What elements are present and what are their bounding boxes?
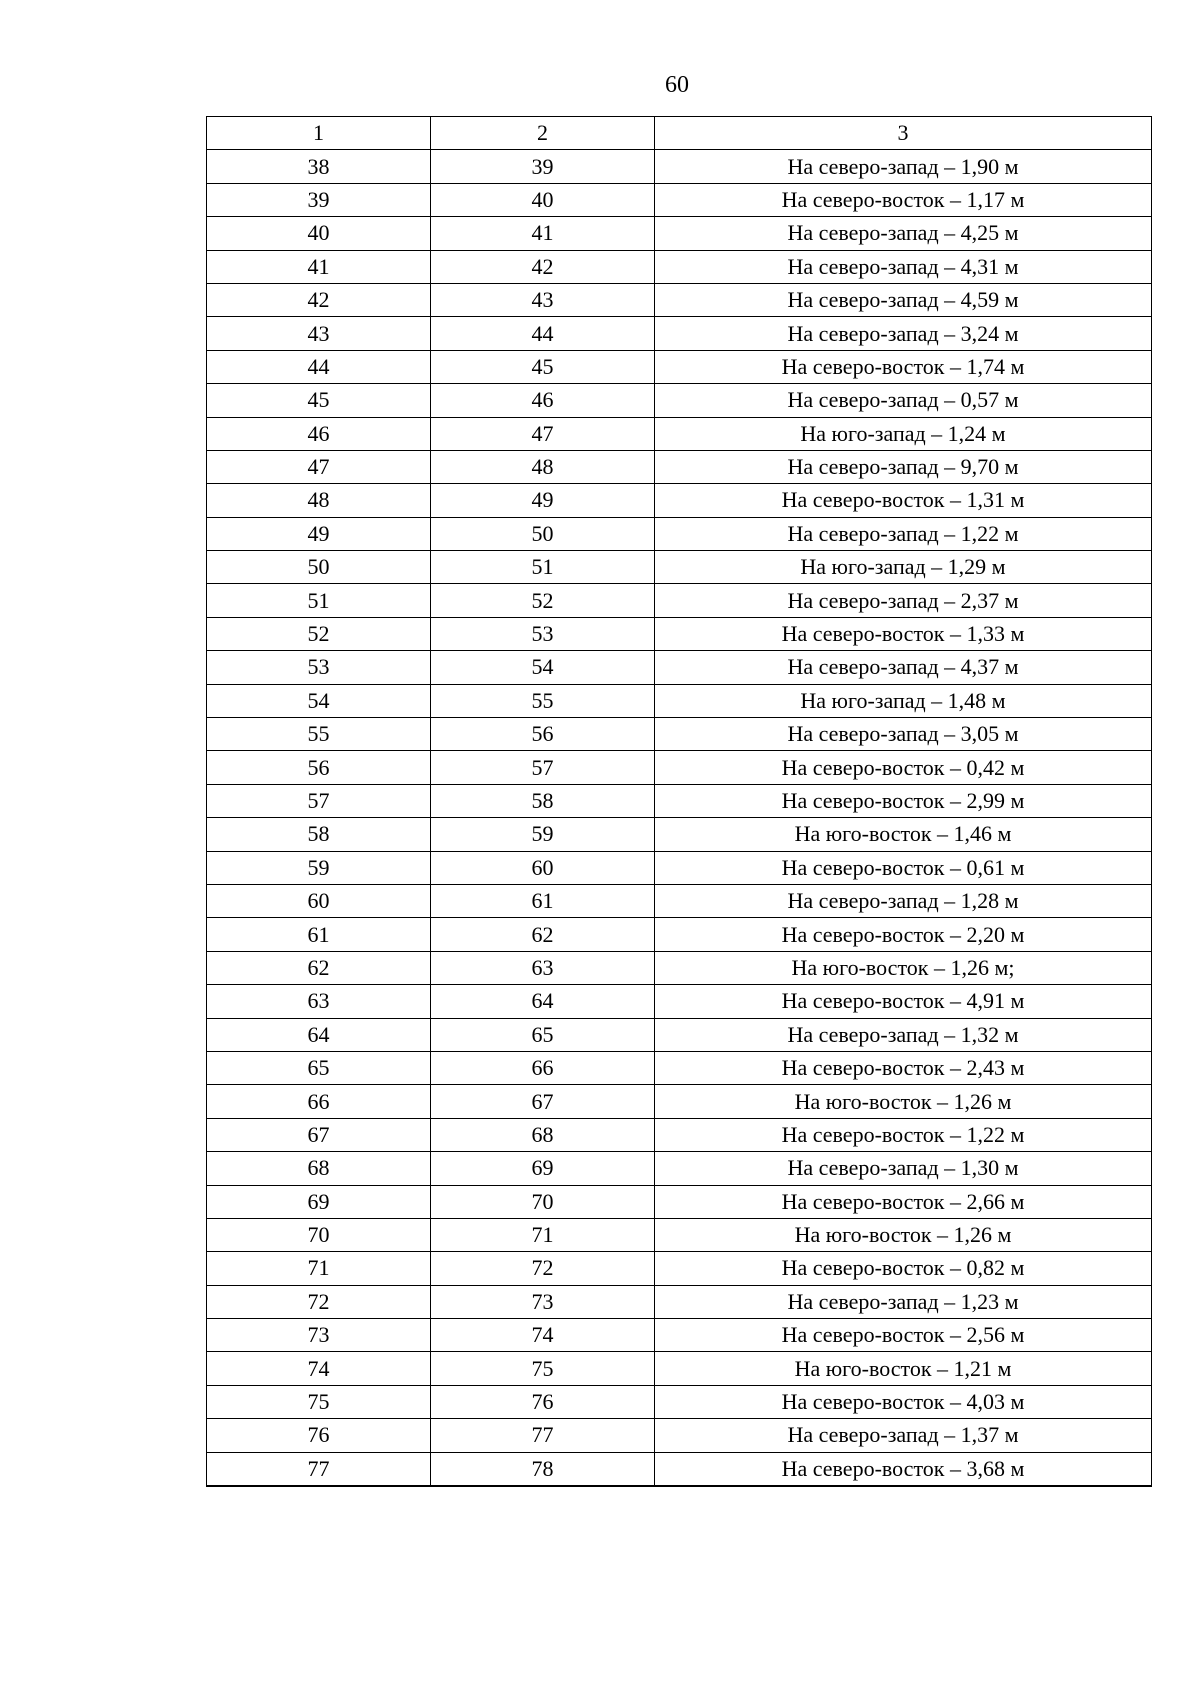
direction-distance-cell: На северо-восток – 2,43 м bbox=[655, 1051, 1152, 1084]
table-row bbox=[207, 1185, 1152, 1218]
direction-distance-cell: На северо-восток – 4,03 м bbox=[655, 1385, 1152, 1418]
direction-distance-cell: На северо-восток – 1,31 м bbox=[655, 484, 1152, 517]
to-point-cell: 46 bbox=[431, 384, 655, 417]
to-point-cell: 66 bbox=[431, 1051, 655, 1084]
table-row bbox=[207, 951, 1152, 984]
from-point-cell: 54 bbox=[207, 684, 431, 717]
table-row bbox=[207, 884, 1152, 917]
from-point-cell: 61 bbox=[207, 918, 431, 951]
to-point-cell: 61 bbox=[431, 884, 655, 917]
from-point-cell: 73 bbox=[207, 1319, 431, 1352]
to-point-cell: 65 bbox=[431, 1018, 655, 1051]
to-point-cell: 71 bbox=[431, 1218, 655, 1251]
from-point-cell: 72 bbox=[207, 1285, 431, 1318]
table-row bbox=[207, 985, 1152, 1018]
to-point-cell: 59 bbox=[431, 818, 655, 851]
table-row bbox=[207, 250, 1152, 283]
to-point-cell: 62 bbox=[431, 918, 655, 951]
from-point-cell: 50 bbox=[207, 551, 431, 584]
from-point-cell: 39 bbox=[207, 183, 431, 216]
table-row bbox=[207, 1285, 1152, 1318]
table-row bbox=[207, 1252, 1152, 1285]
direction-distance-cell: На северо-восток – 2,56 м bbox=[655, 1319, 1152, 1352]
from-point-cell: 47 bbox=[207, 450, 431, 483]
from-point-cell: 74 bbox=[207, 1352, 431, 1385]
direction-distance-cell: На северо-запад – 1,30 м bbox=[655, 1152, 1152, 1185]
direction-distance-cell: На северо-восток – 3,68 м bbox=[655, 1452, 1152, 1486]
from-point-cell: 69 bbox=[207, 1185, 431, 1218]
table-row bbox=[207, 1018, 1152, 1051]
table-row bbox=[207, 150, 1152, 183]
direction-distance-cell: На северо-восток – 1,74 м bbox=[655, 350, 1152, 383]
direction-distance-cell: На северо-запад – 0,57 м bbox=[655, 384, 1152, 417]
direction-distance-cell: На северо-восток – 1,33 м bbox=[655, 617, 1152, 650]
table-row bbox=[207, 283, 1152, 316]
table-row bbox=[207, 751, 1152, 784]
direction-distance-cell: На северо-запад – 1,22 м bbox=[655, 517, 1152, 550]
direction-distance-cell: На северо-запад – 4,31 м bbox=[655, 250, 1152, 283]
table-row bbox=[207, 450, 1152, 483]
table-row bbox=[207, 1118, 1152, 1151]
direction-distance-cell: На северо-запад – 3,24 м bbox=[655, 317, 1152, 350]
table-row bbox=[207, 617, 1152, 650]
direction-distance-cell: На северо-восток – 4,91 м bbox=[655, 985, 1152, 1018]
from-point-cell: 49 bbox=[207, 517, 431, 550]
direction-distance-cell: На северо-восток – 2,66 м bbox=[655, 1185, 1152, 1218]
header-cell-3: 3 bbox=[655, 117, 1152, 150]
table-body bbox=[207, 117, 1152, 1487]
to-point-cell: 77 bbox=[431, 1419, 655, 1452]
to-point-cell: 73 bbox=[431, 1285, 655, 1318]
direction-distance-cell: На северо-запад – 1,23 м bbox=[655, 1285, 1152, 1318]
boundary-table bbox=[206, 116, 1152, 1487]
from-point-cell: 44 bbox=[207, 350, 431, 383]
table-row bbox=[207, 718, 1152, 751]
to-point-cell: 67 bbox=[431, 1085, 655, 1118]
from-point-cell: 76 bbox=[207, 1419, 431, 1452]
table-row bbox=[207, 851, 1152, 884]
direction-distance-cell: На юго-восток – 1,26 м bbox=[655, 1085, 1152, 1118]
table-row bbox=[207, 551, 1152, 584]
table-row bbox=[207, 350, 1152, 383]
table-row bbox=[207, 918, 1152, 951]
table-row bbox=[207, 1352, 1152, 1385]
direction-distance-cell: На северо-запад – 1,32 м bbox=[655, 1018, 1152, 1051]
table-row bbox=[207, 517, 1152, 550]
direction-distance-cell: На северо-восток – 1,22 м bbox=[655, 1118, 1152, 1151]
from-point-cell: 40 bbox=[207, 217, 431, 250]
from-point-cell: 70 bbox=[207, 1218, 431, 1251]
from-point-cell: 63 bbox=[207, 985, 431, 1018]
from-point-cell: 57 bbox=[207, 784, 431, 817]
from-point-cell: 68 bbox=[207, 1152, 431, 1185]
from-point-cell: 46 bbox=[207, 417, 431, 450]
from-point-cell: 45 bbox=[207, 384, 431, 417]
direction-distance-cell: На северо-запад – 4,25 м bbox=[655, 217, 1152, 250]
from-point-cell: 42 bbox=[207, 283, 431, 316]
table-row bbox=[207, 183, 1152, 216]
to-point-cell: 45 bbox=[431, 350, 655, 383]
to-point-cell: 72 bbox=[431, 1252, 655, 1285]
from-point-cell: 38 bbox=[207, 150, 431, 183]
to-point-cell: 41 bbox=[431, 217, 655, 250]
from-point-cell: 52 bbox=[207, 617, 431, 650]
direction-distance-cell: На северо-запад – 1,90 м bbox=[655, 150, 1152, 183]
from-point-cell: 66 bbox=[207, 1085, 431, 1118]
from-point-cell: 67 bbox=[207, 1118, 431, 1151]
table-row bbox=[207, 484, 1152, 517]
from-point-cell: 58 bbox=[207, 818, 431, 851]
table-row bbox=[207, 1385, 1152, 1418]
to-point-cell: 48 bbox=[431, 450, 655, 483]
to-point-cell: 44 bbox=[431, 317, 655, 350]
table-row bbox=[207, 1218, 1152, 1251]
table-row bbox=[207, 317, 1152, 350]
direction-distance-cell: На северо-запад – 3,05 м bbox=[655, 718, 1152, 751]
direction-distance-cell: На северо-запад – 9,70 м bbox=[655, 450, 1152, 483]
direction-distance-cell: На юго-запад – 1,48 м bbox=[655, 684, 1152, 717]
direction-distance-cell: На северо-восток – 1,17 м bbox=[655, 183, 1152, 216]
to-point-cell: 49 bbox=[431, 484, 655, 517]
to-point-cell: 70 bbox=[431, 1185, 655, 1218]
to-point-cell: 78 bbox=[431, 1452, 655, 1486]
direction-distance-cell: На северо-восток – 0,82 м bbox=[655, 1252, 1152, 1285]
to-point-cell: 74 bbox=[431, 1319, 655, 1352]
from-point-cell: 55 bbox=[207, 718, 431, 751]
from-point-cell: 51 bbox=[207, 584, 431, 617]
table-row bbox=[207, 584, 1152, 617]
from-point-cell: 75 bbox=[207, 1385, 431, 1418]
to-point-cell: 68 bbox=[431, 1118, 655, 1151]
to-point-cell: 42 bbox=[431, 250, 655, 283]
table-row bbox=[207, 1419, 1152, 1452]
to-point-cell: 53 bbox=[431, 617, 655, 650]
header-cell-1: 1 bbox=[207, 117, 431, 150]
table-row bbox=[207, 684, 1152, 717]
to-point-cell: 64 bbox=[431, 985, 655, 1018]
direction-distance-cell: На северо-запад – 4,59 м bbox=[655, 283, 1152, 316]
to-point-cell: 76 bbox=[431, 1385, 655, 1418]
direction-distance-cell: На северо-запад – 4,37 м bbox=[655, 651, 1152, 684]
to-point-cell: 51 bbox=[431, 551, 655, 584]
to-point-cell: 63 bbox=[431, 951, 655, 984]
from-point-cell: 48 bbox=[207, 484, 431, 517]
table-row bbox=[207, 818, 1152, 851]
direction-distance-cell: На северо-запад – 1,37 м bbox=[655, 1419, 1152, 1452]
to-point-cell: 57 bbox=[431, 751, 655, 784]
to-point-cell: 55 bbox=[431, 684, 655, 717]
to-point-cell: 69 bbox=[431, 1152, 655, 1185]
table-row bbox=[207, 417, 1152, 450]
from-point-cell: 65 bbox=[207, 1051, 431, 1084]
direction-distance-cell: На юго-восток – 1,26 м bbox=[655, 1218, 1152, 1251]
to-point-cell: 39 bbox=[431, 150, 655, 183]
from-point-cell: 41 bbox=[207, 250, 431, 283]
table-row bbox=[207, 1051, 1152, 1084]
from-point-cell: 64 bbox=[207, 1018, 431, 1051]
direction-distance-cell: На юго-восток – 1,46 м bbox=[655, 818, 1152, 851]
to-point-cell: 52 bbox=[431, 584, 655, 617]
to-point-cell: 47 bbox=[431, 417, 655, 450]
from-point-cell: 56 bbox=[207, 751, 431, 784]
from-point-cell: 60 bbox=[207, 884, 431, 917]
direction-distance-cell: На северо-запад – 1,28 м bbox=[655, 884, 1152, 917]
to-point-cell: 56 bbox=[431, 718, 655, 751]
from-point-cell: 53 bbox=[207, 651, 431, 684]
to-point-cell: 58 bbox=[431, 784, 655, 817]
table-row bbox=[207, 217, 1152, 250]
table-row bbox=[207, 384, 1152, 417]
direction-distance-cell: На северо-восток – 2,99 м bbox=[655, 784, 1152, 817]
table-row bbox=[207, 1085, 1152, 1118]
to-point-cell: 50 bbox=[431, 517, 655, 550]
header-cell-2: 2 bbox=[431, 117, 655, 150]
table-row bbox=[207, 784, 1152, 817]
direction-distance-cell: На северо-восток – 0,42 м bbox=[655, 751, 1152, 784]
direction-distance-cell: На северо-запад – 2,37 м bbox=[655, 584, 1152, 617]
from-point-cell: 77 bbox=[207, 1452, 431, 1486]
to-point-cell: 43 bbox=[431, 283, 655, 316]
direction-distance-cell: На юго-восток – 1,21 м bbox=[655, 1352, 1152, 1385]
table-row bbox=[207, 651, 1152, 684]
from-point-cell: 59 bbox=[207, 851, 431, 884]
to-point-cell: 54 bbox=[431, 651, 655, 684]
direction-distance-cell: На северо-восток – 0,61 м bbox=[655, 851, 1152, 884]
direction-distance-cell: На юго-запад – 1,29 м bbox=[655, 551, 1152, 584]
table-row bbox=[207, 1452, 1152, 1486]
page-number: 60 bbox=[665, 72, 689, 98]
to-point-cell: 60 bbox=[431, 851, 655, 884]
from-point-cell: 43 bbox=[207, 317, 431, 350]
table-row bbox=[207, 1319, 1152, 1352]
direction-distance-cell: На юго-запад – 1,24 м bbox=[655, 417, 1152, 450]
to-point-cell: 75 bbox=[431, 1352, 655, 1385]
from-point-cell: 71 bbox=[207, 1252, 431, 1285]
table-header-row bbox=[207, 117, 1152, 150]
direction-distance-cell: На юго-восток – 1,26 м; bbox=[655, 951, 1152, 984]
from-point-cell: 62 bbox=[207, 951, 431, 984]
direction-distance-cell: На северо-восток – 2,20 м bbox=[655, 918, 1152, 951]
to-point-cell: 40 bbox=[431, 183, 655, 216]
table-row bbox=[207, 1152, 1152, 1185]
